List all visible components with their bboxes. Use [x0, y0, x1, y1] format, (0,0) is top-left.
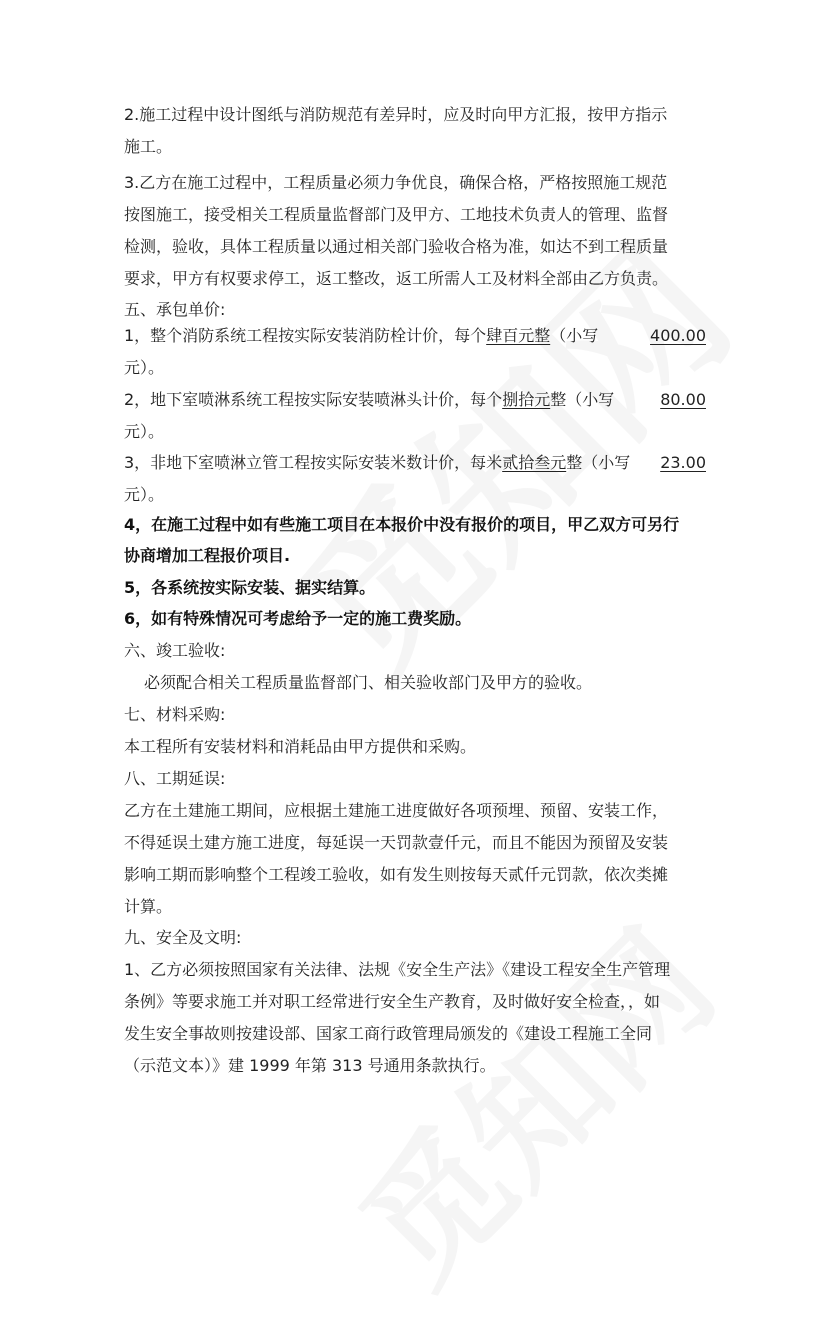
- paragraph-line: 发生安全事故则按建设部、国家工商行政管理局颁发的《建设工程施工全同: [124, 1024, 653, 1043]
- paragraph-line: 要求，甲方有权要求停工，返工整改，返工所需人工及材料全部由乙方负责。: [124, 269, 669, 288]
- paragraph-line: 乙方在土建施工期间，应根据土建施工进度做好各项预埋、预留、安装工作，: [124, 801, 669, 820]
- paragraph-line: 2.施工过程中设计图纸与消防规范有差异时，应及时向甲方汇报，按甲方指示: [124, 105, 668, 124]
- price-amount-words: 贰拾叁元: [502, 453, 567, 472]
- section-heading: 八、工期延误:: [124, 769, 226, 788]
- price-amount-words: 捌拾元: [502, 390, 551, 409]
- paragraph-line: 影响工期而影响整个工程竣工验收，如有发生则按每天贰仟元罚款，依次类摊: [124, 865, 669, 884]
- paragraph-line: 3.乙方在施工过程中，工程质量必须力争优良，确保合格，严格按照施工规范: [124, 173, 668, 192]
- price-item-text: （小写: [550, 326, 599, 345]
- paragraph-line: 元）。: [124, 422, 165, 441]
- paragraph-line: 元）。: [124, 358, 165, 377]
- paragraph-line: 施工。: [124, 137, 173, 156]
- price-amount-words: 肆百元整: [486, 326, 551, 345]
- paragraph-line: （示范文本）》建 1999 年第 313 号通用条款执行。: [124, 1056, 496, 1075]
- price-item-3: [124, 449, 706, 477]
- section-heading: 九、安全及文明:: [124, 928, 242, 947]
- section-heading: 七、材料采购:: [124, 705, 226, 724]
- price-amount-number: 80.00: [660, 390, 706, 409]
- paragraph-line: 元）。: [124, 485, 165, 504]
- price-amount-number: 23.00: [660, 453, 706, 472]
- price-item-text: 整（小写: [550, 390, 615, 409]
- price-item-2: [124, 386, 706, 414]
- paragraph-line: 条例》等要求施工并对职工经常进行安全生产教育，及时做好安全检查，，如: [124, 992, 661, 1011]
- paragraph-line: 计算。: [124, 897, 173, 916]
- watermark: [310, 881, 749, 1320]
- price-item-text: 1，整个消防系统工程按实际安装消防栓计价，每个: [124, 326, 487, 345]
- paragraph-line: 不得延误土建方施工进度，每延误一天罚款壹仟元，而且不能因为预留及安装: [124, 833, 669, 852]
- paragraph-line: 检测，验收，具体工程质量以通过相关部门验收合格为准，如达不到工程质量: [124, 237, 669, 256]
- price-item-1: [124, 322, 706, 350]
- section-heading: 五、承包单价:: [124, 300, 226, 319]
- paragraph-line: 必须配合相关工程质量监督部门、相关验收部门及甲方的验收。: [144, 673, 593, 692]
- paragraph-line: 协商增加工程报价项目.: [124, 546, 291, 565]
- paragraph-line: 6，如有特殊情况可考虑给予一定的施工费奖励。: [124, 609, 472, 628]
- paragraph-line: 按图施工，接受相关工程质量监督部门及甲方、工地技术负责人的管理、监督: [124, 205, 669, 224]
- section-heading: 六、竣工验收:: [124, 641, 226, 660]
- paragraph-line: 1、乙方必须按照国家有关法律、法规《安全生产法》《建设工程安全生产管理: [124, 960, 671, 979]
- price-item-text: 整（小写: [566, 453, 631, 472]
- paragraph-line: 5，各系统按实际安装、据实结算。: [124, 578, 376, 597]
- price-amount-number: 400.00: [650, 326, 706, 345]
- price-item-text: 3，非地下室喷淋立管工程按实际安装米数计价，每米: [124, 453, 503, 472]
- paragraph-line: 本工程所有安装材料和消耗品由甲方提供和采购。: [124, 737, 477, 756]
- paragraph-line: 4，在施工过程中如有些施工项目在本报价中没有报价的项目，甲乙双方可另行: [124, 515, 680, 534]
- price-item-text: 2，地下室喷淋系统工程按实际安装喷淋头计价，每个: [124, 390, 503, 409]
